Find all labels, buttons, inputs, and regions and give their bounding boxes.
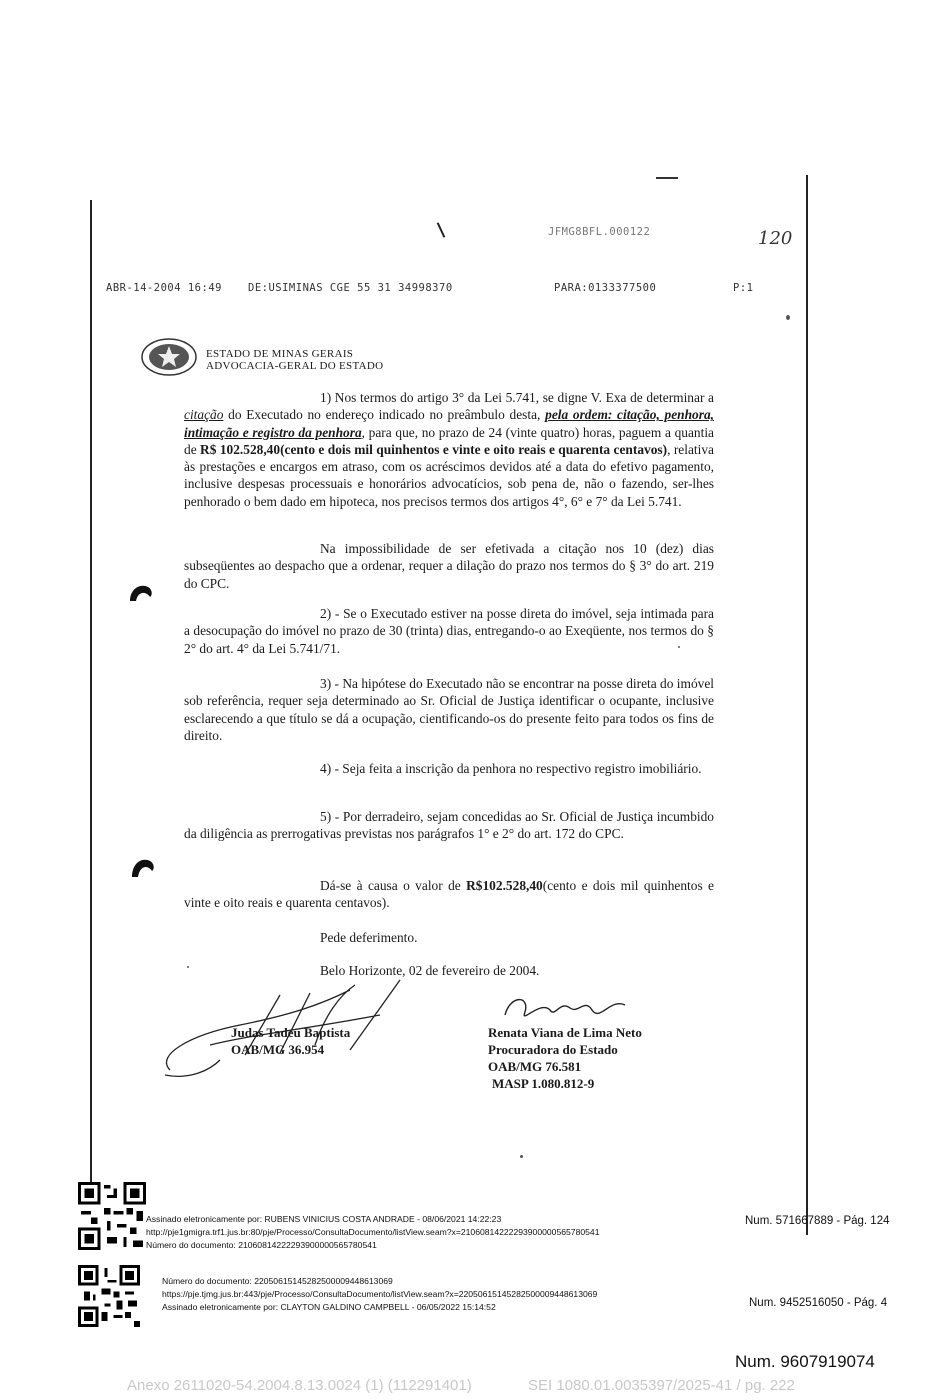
watermark-annex: Anexo 2611020-54.2004.8.13.0024 (1) (112291401) bbox=[127, 1377, 472, 1394]
signature-left-oab: OAB/MG 36.954 bbox=[231, 1042, 325, 1057]
paragraph-4 bbox=[184, 675, 714, 744]
p9-text: Belo Horizonte, 02 de fevereiro de 2004. bbox=[320, 963, 540, 978]
p1-text-e: , para que, no prazo de 24 (vinte quatro) horas, paguem a quantia de bbox=[184, 424, 714, 457]
p4-text: 3) - Na hipótese do Executado não se encontrar na posse direta do imóvel sob referência, requer seja determinado ao Sr. Oficial de Justiça identificar o ocupante, inclusive esclarecendo a que título se dá a ocupação, cientificando-os do presente feito para todos os fins de direito. bbox=[184, 676, 714, 743]
footer2-url: https://pje.tjmg.jus.br:443/pje/Processo/ConsultaDocumento/listView.seam?x=22050615145282500009448613069 bbox=[162, 1289, 598, 1299]
p1-text-c: do Executado no endereço indicado no preâmbulo desta, bbox=[223, 407, 546, 423]
fax-to: PARA:0133377500 bbox=[554, 282, 657, 294]
speck bbox=[520, 1155, 523, 1158]
speck bbox=[187, 966, 189, 968]
qr-code-1 bbox=[78, 1182, 146, 1250]
letterhead-state: ESTADO DE MINAS GERAIS bbox=[206, 348, 354, 360]
paragraph-5 bbox=[184, 760, 714, 777]
speck bbox=[678, 646, 680, 648]
scan-border-left bbox=[90, 200, 92, 1190]
punch-mark-1 bbox=[128, 583, 154, 605]
scan-mark-top bbox=[656, 177, 678, 179]
p1-citacao: citação bbox=[184, 407, 224, 423]
fax-page: P:1 bbox=[733, 282, 754, 294]
fax-from: DE:USIMINAS CGE 55 31 34998370 bbox=[248, 282, 453, 294]
p1-text-a: 1) Nos termos do artigo 3° da Lei 5.741, se digne V. Exa de determinar a bbox=[320, 390, 714, 405]
footer2-signed-by: Assinado eletronicamente por: CLAYTON GALDINO CAMPBELL - 06/05/2022 15:14:52 bbox=[162, 1302, 496, 1312]
p6-text: 5) - Por derradeiro, sejam concedidas ao Sr. Oficial de Justiça incumbido da diligência as prerrogativas previstas nos parágrafos 1° e 2° do art. 172 do CPC. bbox=[184, 809, 714, 842]
paragraph-2 bbox=[184, 540, 714, 592]
fax-doc-code: JFMG8BFL.000122 bbox=[548, 226, 651, 238]
signature-right-scribble bbox=[500, 990, 630, 1030]
p8-text: Pede deferimento. bbox=[320, 930, 418, 945]
p3-text: 2) - Se o Executado estiver na posse direta do imóvel, seja intimada para a desocupação do imóvel no prazo de 30 (trinta) dias, entregando-o ao Exeqüente, nos termos do § 2° do art. 4° da Lei 5.741/71. bbox=[184, 606, 714, 656]
p1-text-g: , relativa às prestações e encargos em atraso, com os acréscimos devidos até a data do efetivo pagamento, inclusive despesas processuais e honorários advocatícios, sob pena de, não o fazendo, ser-lhes penhorado o bem dado em hipoteca, nos precisos termos dos artigos 4°, 6° e 7° da Lei 5.741. bbox=[184, 441, 714, 509]
paragraph-1 bbox=[184, 389, 714, 510]
footer2-num-page: Num. 9452516050 - Pág. 4 bbox=[749, 1297, 888, 1309]
page-mark-handwritten: 120 bbox=[758, 228, 793, 249]
footer2-doc-number: Número do documento: 22050615145282500009448613069 bbox=[162, 1276, 393, 1286]
footer1-signed-by: Assinado eletronicamente por: RUBENS VINICIUS COSTA ANDRADE - 08/06/2021 14:22:23 bbox=[146, 1214, 502, 1224]
signature-right-title: Procuradora do Estado bbox=[488, 1042, 618, 1057]
footer1-url: http://pje1gmigra.trf1.jus.br:80/pje/Processo/ConsultaDocumento/listView.seam?x=21060814222293900000565780541 bbox=[146, 1227, 600, 1237]
fax-date-time: ABR-14-2004 16:49 bbox=[106, 282, 222, 294]
letterhead-agency: ADVOCACIA-GERAL DO ESTADO bbox=[206, 360, 384, 372]
p7-amount: R$102.528,40 bbox=[466, 878, 543, 893]
paragraph-3 bbox=[184, 605, 714, 657]
p2-text: Na impossibilidade de ser efetivada a citação nos 10 (dez) dias subseqüentes ao despacho que a ordenar, requer a dilação do prazo nos termos do § 3° do art. 219 do CPC. bbox=[184, 541, 714, 591]
scan-border-right bbox=[806, 175, 808, 1235]
footer1-doc-number: Número do documento: 21060814222293900000565780541 bbox=[146, 1240, 377, 1250]
paragraph-7 bbox=[184, 877, 714, 912]
punch-mark-2 bbox=[130, 857, 156, 881]
final-num: Num. 9607919074 bbox=[735, 1352, 875, 1371]
signature-left-name: Judas Tadeu Baptista bbox=[231, 1025, 351, 1040]
watermark-sei: SEI 1080.01.0035397/2025-41 / pg. 222 bbox=[528, 1377, 795, 1394]
p7-text-c: (cento e dois mil quinhentos e vinte e oito reais e quarenta centavos). bbox=[184, 878, 715, 911]
signature-right-oab: OAB/MG 76.581 bbox=[488, 1059, 582, 1074]
p5-text: 4) - Seja feita a inscrição da penhora no respectivo registro imobiliário. bbox=[320, 761, 702, 776]
paragraph-8 bbox=[184, 929, 714, 946]
speck bbox=[786, 315, 790, 320]
paragraph-6 bbox=[184, 808, 714, 843]
signature-right-masp: MASP 1.080.812-9 bbox=[492, 1076, 595, 1091]
p1-amount: R$ 102.528,40(cento e dois mil quinhentos e vinte e oito reais e quarenta centavos) bbox=[200, 441, 668, 457]
tick-mark bbox=[437, 222, 446, 237]
footer1-num-page: Num. 571667889 - Pág. 124 bbox=[745, 1215, 890, 1227]
signature-right-name: Renata Viana de Lima Neto bbox=[488, 1025, 642, 1040]
p1-ordem: pela ordem: citação, penhora, intimação e registro da penhora bbox=[184, 407, 714, 440]
p7-text-a: Dá-se à causa o valor de bbox=[320, 878, 467, 893]
coat-of-arms-seal bbox=[140, 337, 198, 377]
qr-code-2 bbox=[78, 1265, 140, 1327]
